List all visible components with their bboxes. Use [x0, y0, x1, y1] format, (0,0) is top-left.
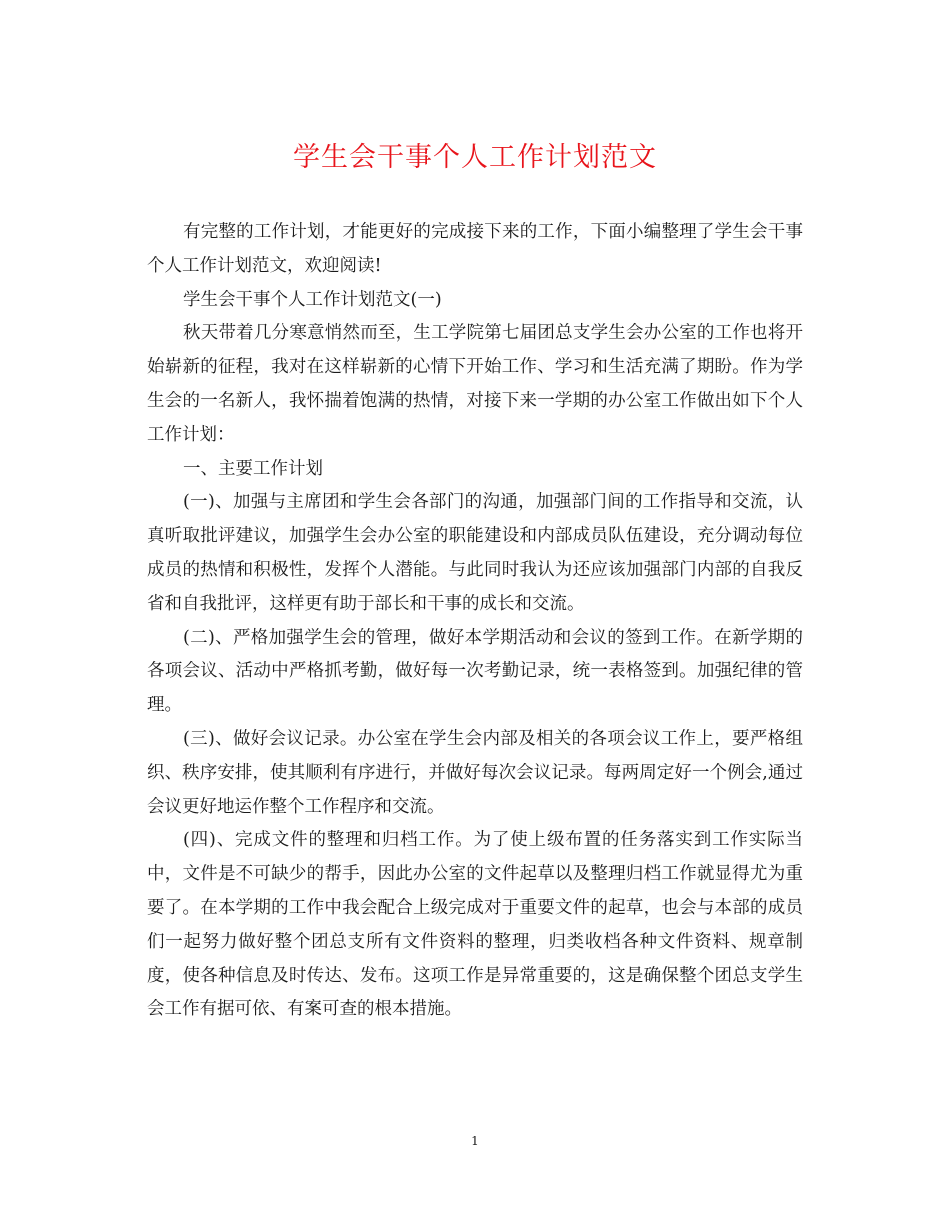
plan-item-three: (三)、做好会议记录。办公室在学生会内部及相关的各项会议工作上，要严格组织、秩序安排，使其顺利有序进行，并做好每次会议记录。每两周定好一个例会,通过会议更好地运作整个工作程序和交流。: [147, 728, 803, 817]
heading-main-work-plan: 一、主要工作计划: [183, 458, 323, 479]
opening-paragraph: 秋天带着几分寒意悄然而至，生工学院第七届团总支学生会办公室的工作也将开始崭新的征程，我对在这样崭新的心情下开始工作、学习和生活充满了期盼。作为学生会的一名新人，我怀揣着饱满的热情，对接下来一学期的办公室工作做出如下个人工作计划：: [147, 323, 803, 445]
document-title: 学生会干事个人工作计划范文: [293, 142, 657, 173]
section-heading-example-one: 学生会干事个人工作计划范文(一): [183, 289, 442, 310]
plan-item-one: (一)、加强与主席团和学生会各部门的沟通，加强部门间的工作指导和交流，认真听取批评建议，加强学生会办公室的职能建设和内部成员队伍建设，充分调动每位成员的热情和积极性，发挥个人潜能。与此同时我认为还应该加强部门内部的自我反省和自我批评，这样更有助于部长和干事的成长和交流。: [147, 492, 803, 614]
plan-item-two: (二)、严格加强学生会的管理，做好本学期活动和会议的签到工作。在新学期的各项会议、活动中严格抓考勤，做好每一次考勤记录，统一表格签到。加强纪律的管理。: [147, 627, 803, 716]
document-body: [147, 216, 803, 1027]
intro-paragraph: 有完整的工作计划，才能更好的完成接下来的工作，下面小编整理了学生会干事个人工作计划范文，欢迎阅读!: [147, 222, 803, 276]
plan-item-four: (四)、完成文件的整理和归档工作。为了使上级布置的任务落实到工作实际当中，文件是不可缺少的帮手，因此办公室的文件起草以及整理归档工作就显得尤为重要了。在本学期的工作中我会配合上级完成对于重要文件的起草，也会与本部的成员们一起努力做好整个团总支所有文件资料的整理，归类收档各种文件资料、规章制度，使各种信息及时传达、发布。这项工作是异常重要的，这是确保整个团总支学生会工作有据可依、有案可查的根本措施。: [147, 830, 803, 1020]
page-number: 1: [471, 1134, 479, 1148]
